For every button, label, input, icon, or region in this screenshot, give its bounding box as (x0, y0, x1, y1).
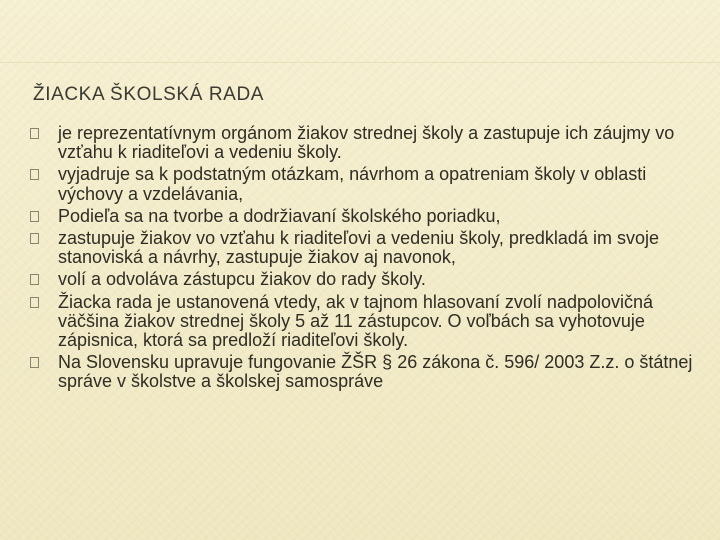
background-texture-band (0, 62, 720, 63)
bullet-item (30, 293, 710, 351)
bullet-text: Na Slovensku upravuje fungovanie ŽŠR § 26 zákona č. 596/ 2003 Z.z. o štátnej správe v školstve a školskej samospráve (58, 352, 693, 392)
bullet-text: volí a odvoláva zástupcu žiakov do rady školy. (58, 269, 426, 290)
bullet-text: Podieľa sa na tvorbe a dodržiavaní školského poriadku, (58, 205, 501, 226)
bullet-text: vyjadruje sa k podstatným otázkam, návrhom a opatreniam školy v oblasti výchovy a vzdelávania, (58, 164, 647, 204)
bullet-item (30, 353, 710, 391)
bullet-list (30, 124, 710, 395)
bullet-text: zastupuje žiakov vo vzťahu k riaditeľovi a vedeniu školy, predkladá im svoje stanoviská a návrhy, zastupuje žiakov aj navonok, (58, 228, 659, 268)
bullet-item (30, 207, 710, 226)
square-bullet-icon (30, 128, 39, 139)
bullet-text: je reprezentatívnym orgánom žiakov strednej školy a zastupuje ich záujmy vo vzťahu k riaditeľovi a vedeniu školy. (58, 123, 675, 163)
bullet-item (30, 124, 710, 162)
square-bullet-icon (30, 357, 39, 368)
square-bullet-icon (30, 233, 39, 244)
slide-title: ŽIACKA ŠKOLSKÁ RADA (33, 84, 265, 105)
bullet-item (30, 165, 710, 203)
bullet-item (30, 270, 710, 289)
square-bullet-icon (30, 274, 39, 285)
square-bullet-icon (30, 169, 39, 180)
bullet-item (30, 229, 710, 267)
square-bullet-icon (30, 297, 39, 308)
bullet-text: Žiacka rada je ustanovená vtedy, ak v tajnom hlasovaní zvolí nadpolovičná väčšina žiakov strednej školy 5 až 11 zástupcov. O voľbách sa vyhotovuje zápisnica, ktorá sa predloží riaditeľovi školy. (58, 291, 654, 351)
square-bullet-icon (30, 211, 39, 222)
